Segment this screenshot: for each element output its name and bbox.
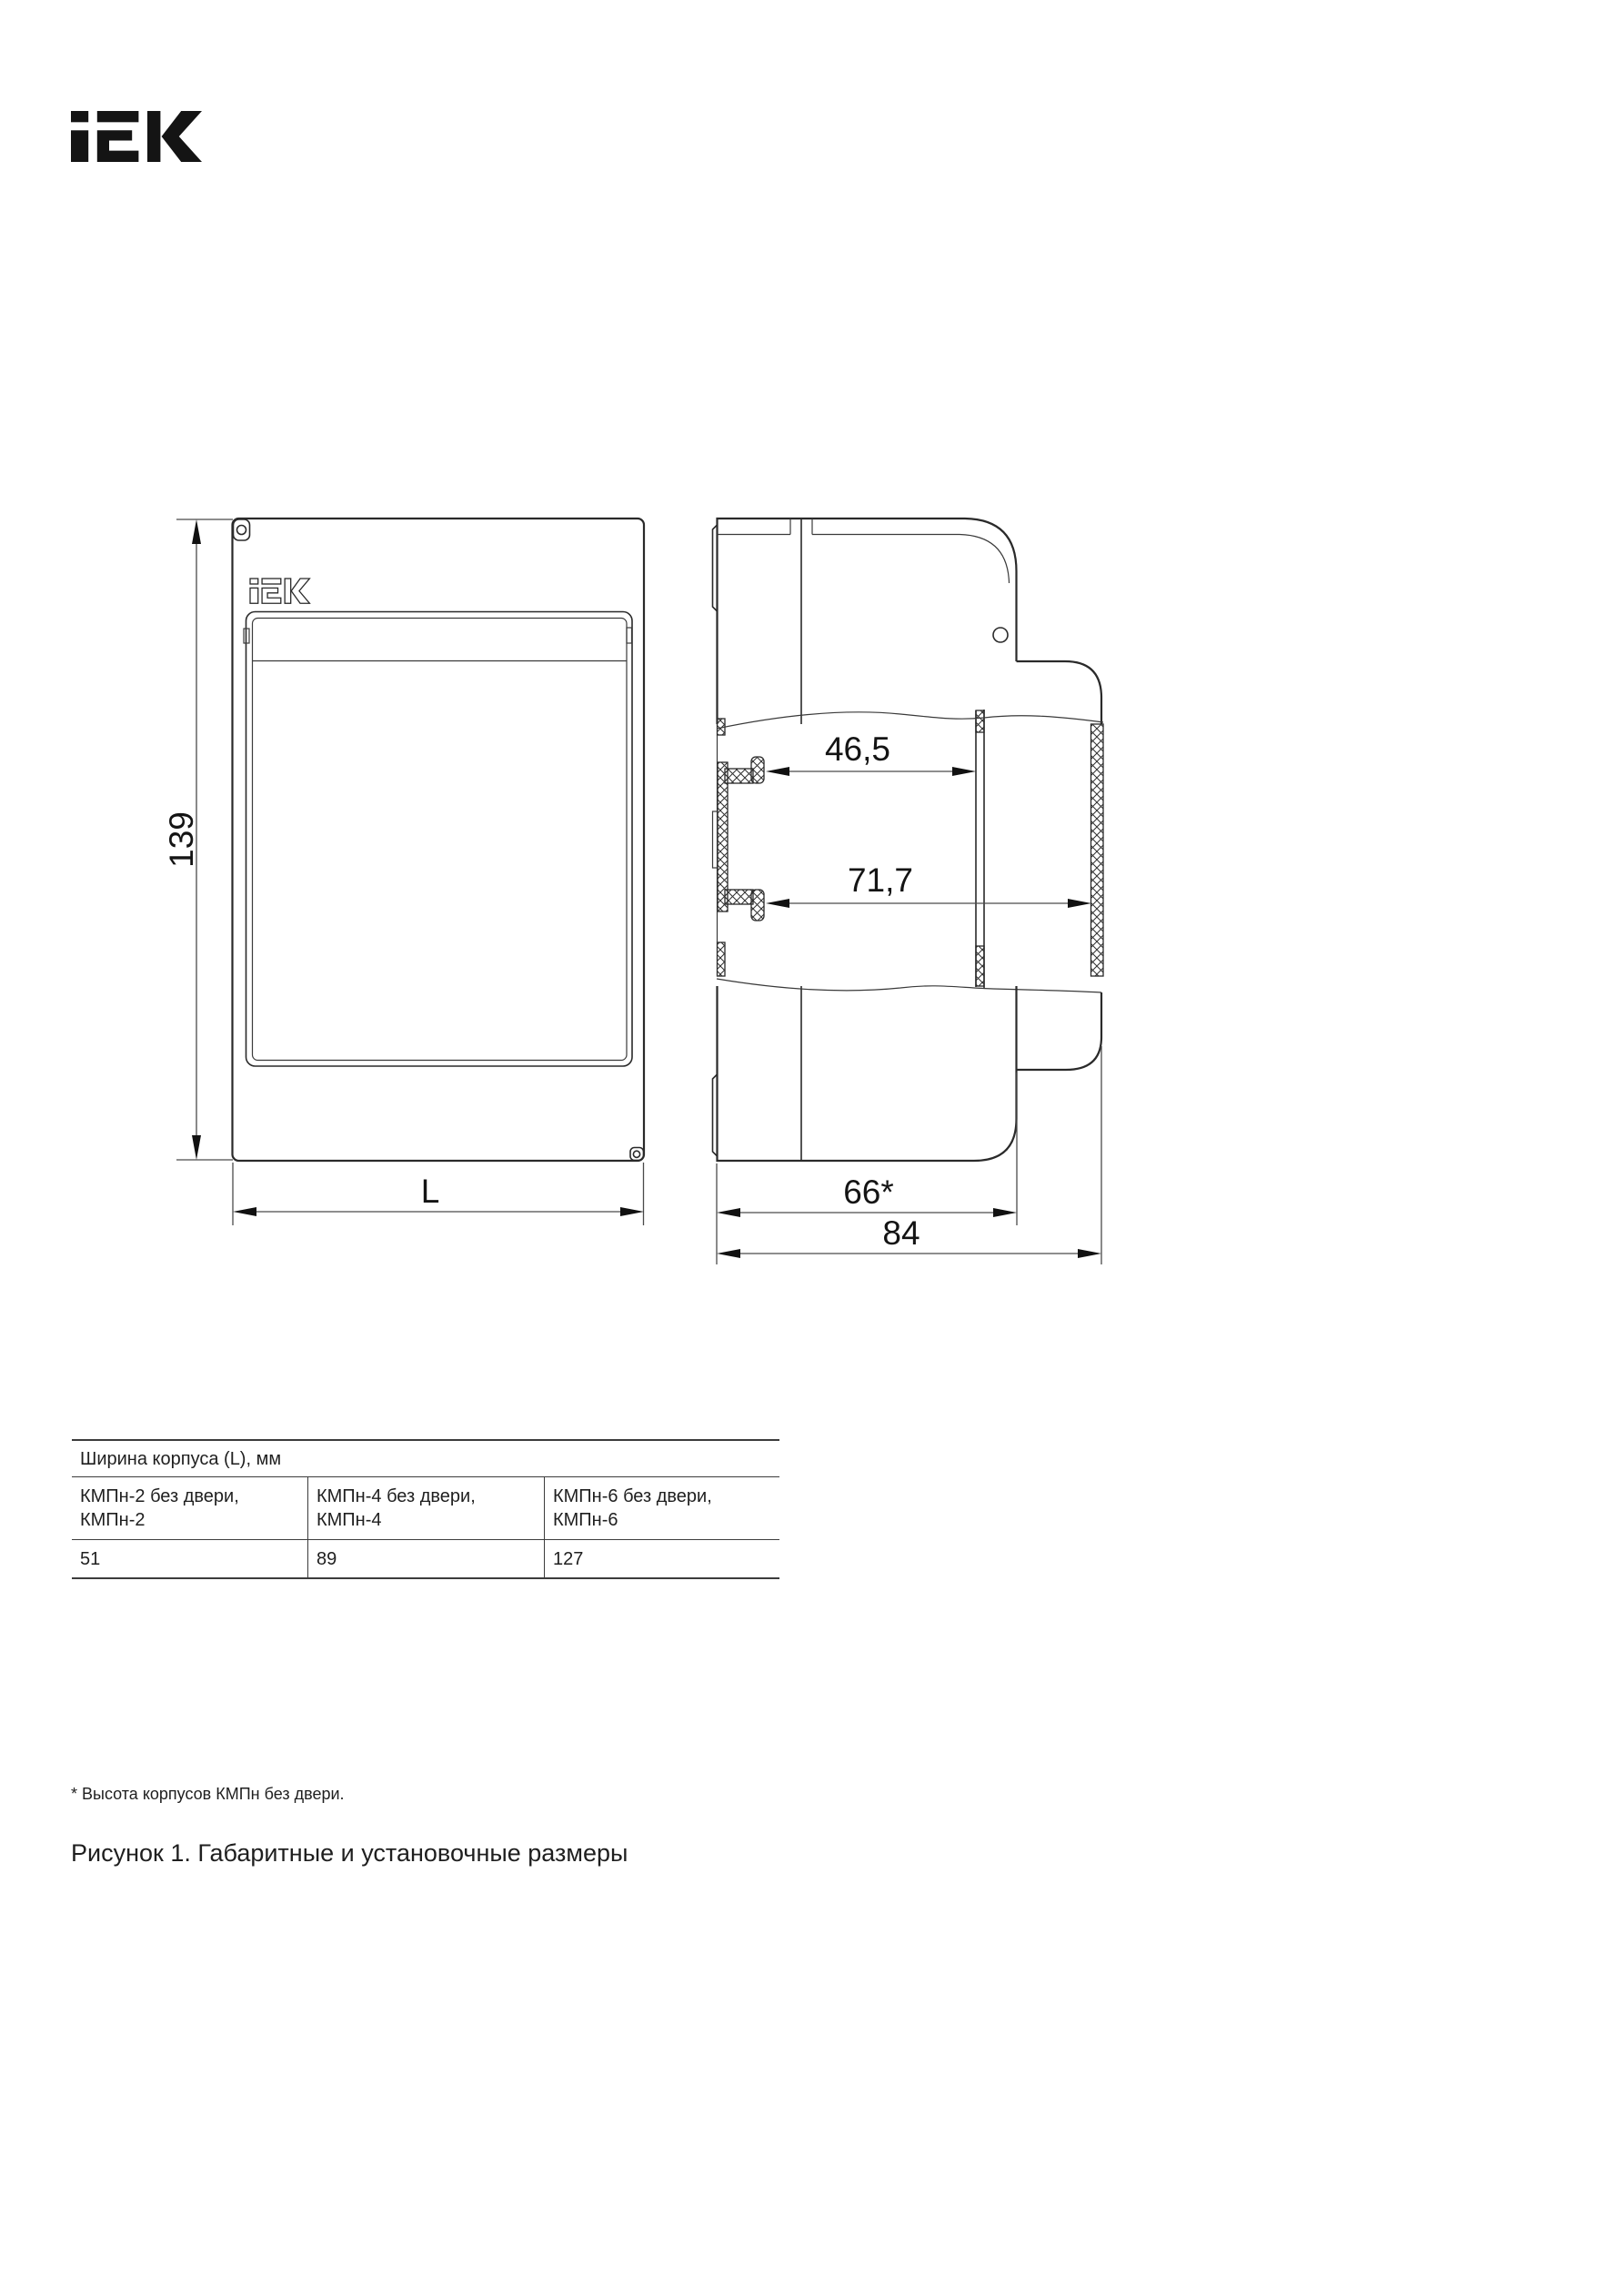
figure-caption: Рисунок 1. Габаритные и установочные размеры — [71, 1839, 628, 1867]
front-view — [163, 519, 644, 1225]
inner-wall-section-upper — [976, 710, 984, 732]
table-header-row — [72, 1477, 779, 1540]
break-line-lower — [717, 979, 1101, 992]
table-value-kmpn6: 127 — [544, 1540, 779, 1577]
depth-no-door-value: 66* — [843, 1173, 894, 1211]
table-col-header-kmpn2: КМПн-2 без двери, КМПн-2 — [80, 1486, 239, 1530]
side-top-outline — [718, 519, 1017, 724]
boss-upper — [1017, 661, 1102, 724]
width-value: L — [420, 1173, 440, 1210]
side-lip-right — [812, 535, 1010, 584]
table-title: Ширина корпуса (L), мм — [72, 1441, 779, 1477]
dim-width-L — [233, 1163, 644, 1225]
inner-depth-value: 71,7 — [847, 861, 914, 899]
panel-iek-logo — [250, 579, 309, 603]
dim-din-offset — [766, 730, 976, 776]
table-col-header-kmpn6: КМПн-6 без двери, КМПн-6 — [544, 1477, 779, 1539]
door-frame — [246, 612, 633, 1067]
din-rail-clip — [713, 757, 765, 921]
side-bottom-outline — [718, 986, 1017, 1161]
height-value: 139 — [163, 811, 200, 868]
boss-lower — [1017, 992, 1101, 1070]
iek-logo — [71, 111, 202, 162]
side-view — [713, 519, 1104, 1264]
din-offset-value: 46,5 — [824, 730, 891, 768]
rear-wall-section — [1091, 724, 1104, 976]
door-latch-right — [627, 628, 632, 643]
front-screw-hole-bottom — [633, 1151, 639, 1157]
cover-hole — [993, 628, 1008, 642]
front-screw-tab-top — [234, 519, 250, 540]
dim-total-depth — [717, 1046, 1101, 1264]
dim-inner-depth — [766, 861, 1091, 908]
table-value-kmpn4: 89 — [307, 1540, 544, 1577]
dim-depth-no-door — [717, 1072, 1017, 1264]
door-window — [253, 619, 628, 1061]
table-value-kmpn2: 51 — [80, 1549, 101, 1569]
width-table — [72, 1439, 779, 1579]
inner-wall-section-lower — [976, 946, 984, 986]
table-col-header-kmpn4: КМПн-4 без двери, КМПн-4 — [307, 1477, 544, 1539]
dim-height-139 — [163, 519, 233, 1160]
total-depth-value: 84 — [882, 1214, 920, 1252]
figure-footnote: * Высота корпусов КМПн без двери. — [71, 1785, 345, 1803]
front-screw-hole-top — [237, 526, 246, 535]
break-line-upper — [717, 712, 1103, 729]
left-wall-section-lower — [718, 942, 726, 976]
front-outer-body — [233, 519, 645, 1161]
table-value-row — [72, 1540, 779, 1577]
